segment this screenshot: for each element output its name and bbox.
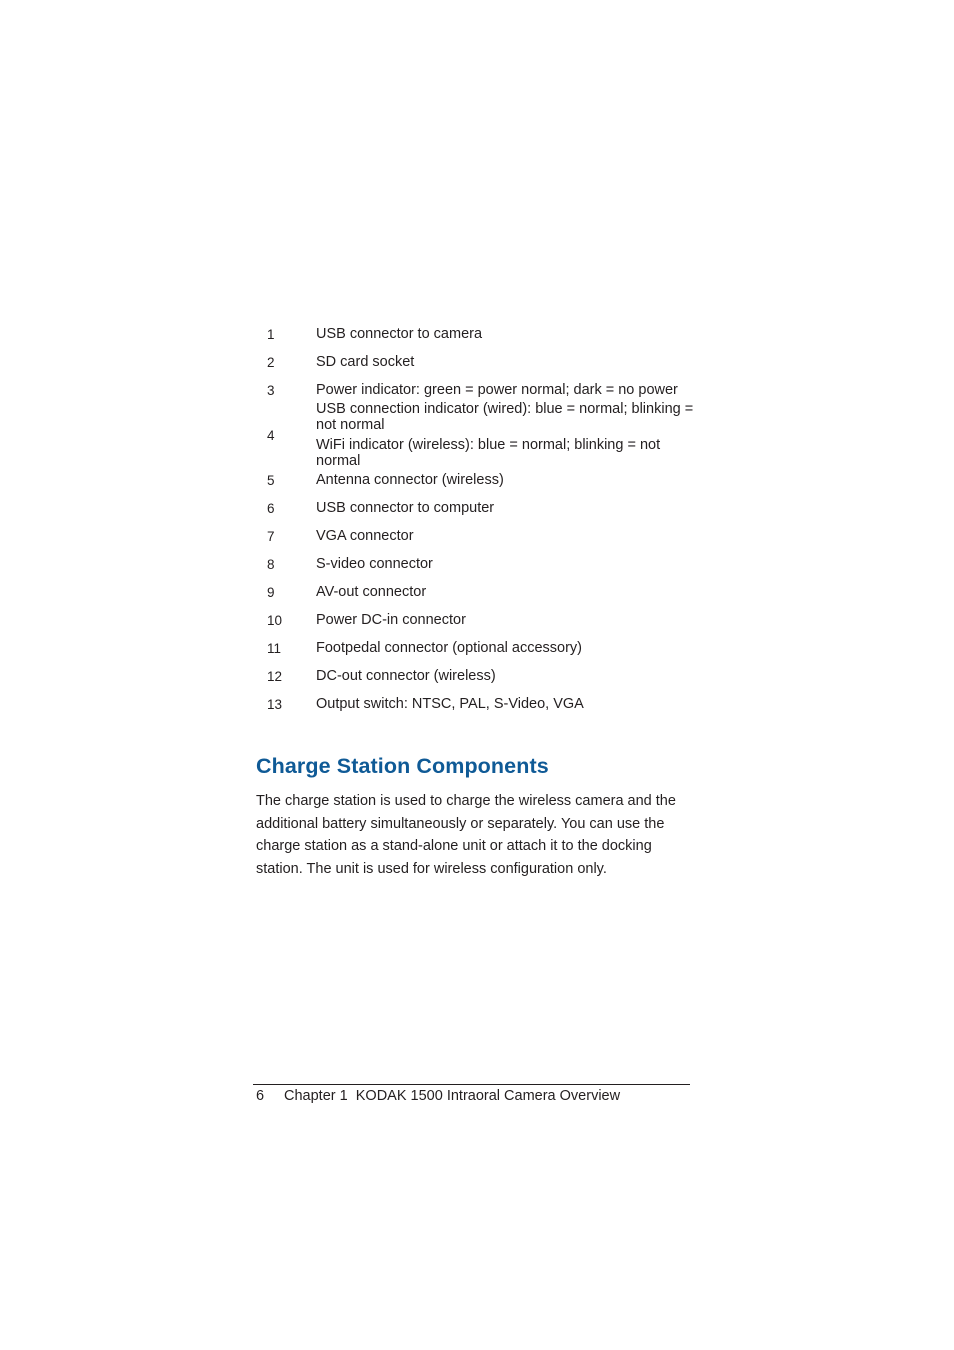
component-legend xyxy=(256,320,696,718)
legend-description xyxy=(316,640,694,656)
legend-row xyxy=(256,606,696,634)
legend-description xyxy=(316,326,694,342)
legend-description-line: Power indicator: green = power normal; dark = no power xyxy=(316,382,678,398)
legend-description-line: Power DC-in connector xyxy=(316,612,466,628)
legend-number: 6 xyxy=(267,500,275,516)
legend-description xyxy=(316,500,694,516)
legend-number: 3 xyxy=(267,382,275,398)
legend-description-line: WiFi indicator (wireless): blue = normal; blinking = not normal xyxy=(316,437,661,469)
legend-description-line: S-video connector xyxy=(316,556,433,572)
legend-description-line: VGA connector xyxy=(316,528,414,544)
legend-description-line: USB connector to computer xyxy=(316,500,495,516)
legend-description xyxy=(316,354,694,370)
legend-number: 2 xyxy=(267,354,275,370)
legend-row xyxy=(256,376,696,404)
legend-number: 5 xyxy=(267,472,275,488)
legend-number: 10 xyxy=(267,612,283,628)
legend-description-line: Footpedal connector (optional accessory) xyxy=(316,640,582,656)
legend-description xyxy=(316,584,694,600)
legend-row xyxy=(256,550,696,578)
legend-description-line: Output switch: NTSC, PAL, S-Video, VGA xyxy=(316,696,584,712)
legend-number: 9 xyxy=(267,584,275,600)
legend-description-line: Antenna connector (wireless) xyxy=(316,472,504,488)
legend-row xyxy=(256,522,696,550)
legend-number: 11 xyxy=(267,640,282,656)
legend-description xyxy=(316,612,694,628)
legend-row xyxy=(256,401,696,469)
legend-description xyxy=(316,668,694,684)
legend-description-line: DC-out connector (wireless) xyxy=(316,668,496,684)
legend-description xyxy=(316,472,694,488)
legend-row xyxy=(256,494,696,522)
legend-row xyxy=(256,662,696,690)
legend-number: 1 xyxy=(267,326,275,342)
legend-row xyxy=(256,348,696,376)
legend-row xyxy=(256,690,696,718)
legend-row xyxy=(256,466,696,494)
footer-rule xyxy=(253,1084,690,1085)
legend-description-line: USB connector to camera xyxy=(316,326,483,342)
page-number: 6 xyxy=(256,1088,265,1104)
legend-description-line: AV-out connector xyxy=(316,584,427,600)
legend-description xyxy=(316,696,694,712)
section-heading: Charge Station Components xyxy=(256,754,549,778)
legend-number: 7 xyxy=(267,528,275,544)
legend-row xyxy=(256,634,696,662)
legend-description-line: USB connection indicator (wired): blue = normal; blinking = not normal xyxy=(316,401,694,433)
legend-number: 4 xyxy=(267,427,275,443)
legend-description xyxy=(316,528,694,544)
legend-row xyxy=(256,320,696,348)
legend-description-line: SD card socket xyxy=(316,354,415,370)
legend-number: 12 xyxy=(267,668,283,684)
legend-description xyxy=(316,401,694,469)
legend-description xyxy=(316,382,694,398)
legend-number: 8 xyxy=(267,556,275,572)
section-body: The charge station is used to charge the wireless camera and the additional battery simultaneously or separately. You can use the charge station as a stand-alone unit or attach it to the docking station. The unit is used for wireless configuration only. xyxy=(256,793,676,877)
footer-chapter: Chapter 1 xyxy=(284,1088,348,1104)
footer-title: KODAK 1500 Intraoral Camera Overview xyxy=(355,1088,621,1104)
legend-number: 13 xyxy=(267,696,283,712)
page-footer xyxy=(256,1088,620,1104)
legend-row xyxy=(256,578,696,606)
legend-description xyxy=(316,556,694,572)
